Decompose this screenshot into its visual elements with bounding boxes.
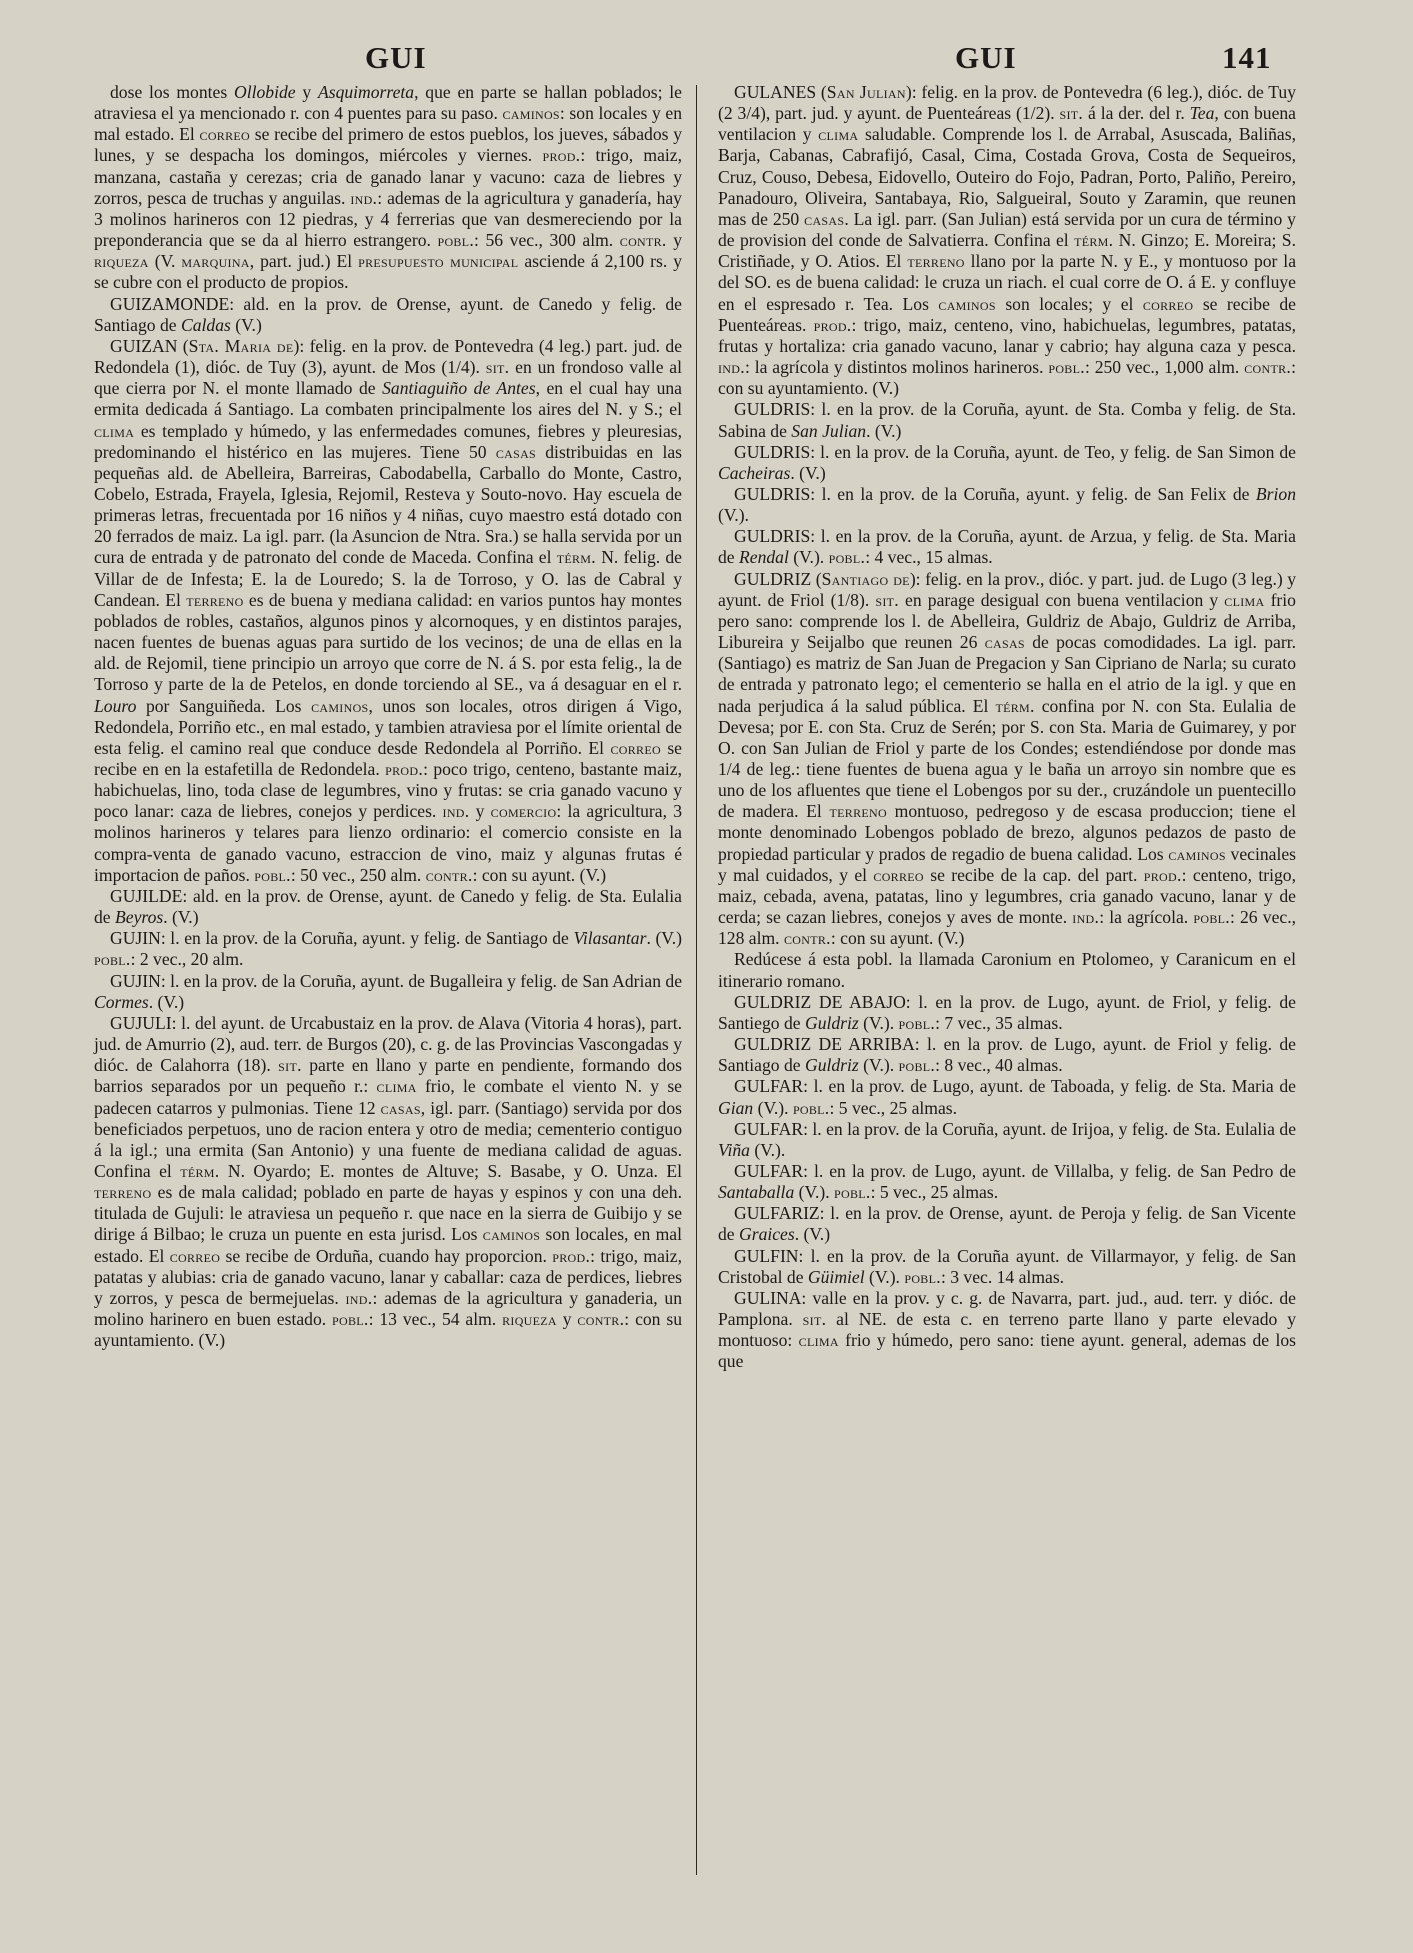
left-column [94,82,682,1351]
entry-guldris2: GULDRIS: l. en la prov. de la Coruña, ayunt. de Teo, y felig. de San Simon de Cacheiras. (V.) [718,441,1296,483]
running-head-center: GUI [955,40,1017,75]
entry-guldriz_abajo: GULDRIZ DE ABAJO: l. en la prov. de Lugo, ayunt. de Friol, y felig. de Santiego de Guldriz (V.). pobl.: 7 vec., 35 almas. [718,991,1296,1033]
entry-reducese: Redúcese á esta pobl. la llamada Caronium en Ptolomeo, y Caranicum en el itinerario romano. [718,949,1296,991]
entry-gulanes: GULANES (San Julian): felig. en la prov. de Pontevedra (6 leg.), dióc. de Tuy (2 3/4), part. jud. y ayunt. de Puenteáreas (1/2). sit. á la der. del r. Tea, con buena ventilacion y clima saludable. Comprende los l. de Arrabal, Asuscada, Baliñas, Barja, Cabanas, Cabrafijó, Casal, Cima, Costada Grova, Costa de Sequeiros, Cruz, Couso, Debesa, Eidovello, Outeiro do Fojo, Padran, Porto, Paliño, Pereiro, Panadouro, Oliveira, Santabaya, Rio, Salgueiral, Souto y Zaramin, que reunen mas de 250 casas. La igl. parr. (San Julian) está servida por un cura de término y de provision del conde de Salvatierra. Confina el térm. N. Ginzo; E. Moreira; S. Cristiñade, y O. Atios. El terreno llano por la parte N. y E., y montuoso por la del SO. es de buena calidad: le cruza un riach. el cual corre de O. á E. y confluye en el espresado r. Tea. Los caminos son locales; y el correo se recibe de Puenteáreas. prod.: trigo, maiz, centeno, vino, habichuelas, legumbres, patatas, frutas y hortaliza: cria ganado vacuno, lanar y cabrio; hay alguna caza y pesca. ind.: la agrícola y distintos molinos harineros. pobl.: 250 vec., 1,000 alm. contr.: con su ayuntamiento. (V.) [718,82,1297,399]
entry-gulfar1: GULFAR: l. en la prov. de Lugo, ayunt. de Taboada, y felig. de Sta. Maria de Gian (V.). pobl.: 5 vec., 25 almas. [718,1076,1296,1118]
entry-gulfar3: GULFAR: l. en la prov. de Lugo, ayunt. de Villalba, y felig. de San Pedro de Santaballa (V.). pobl.: 5 vec., 25 almas. [718,1160,1296,1203]
running-head-left: GUI [365,40,427,75]
right-column [718,82,1296,1373]
column-divider [696,85,697,1875]
entry-gulina: GULINA: valle en la prov. y c. g. de Navarra, part. jud., aud. terr. y dióc. de Pamplona. sit. al NE. de esta c. en terreno parte llano y parte elevado y montuoso: clima frio y húmedo, pero sano: tiene ayunt. general, ademas de los que [718,1287,1296,1372]
entry-gulfar2: GULFAR: l. en la prov. de la Coruña, ayunt. de Irijoa, y felig. de Sta. Eulalia de Viña (V.). [718,1118,1296,1160]
entry-guldris4: GULDRIS: l. en la prov. de la Coruña, ayunt. de Arzua, y felig. de Sta. Maria de Rendal (V.). pobl.: 4 vec., 15 almas. [718,526,1296,568]
entry-guldris1: GULDRIS: l. en la prov. de la Coruña, ayunt. de Sta. Comba y felig. de Sta. Sabina de San Julian. (V.) [718,399,1296,441]
entry-guizan: GUIZAN (Sta. Maria de): felig. en la prov. de Pontevedra (4 leg.) part. jud. de Redondela (1), dióc. de Tuy (3), ayunt. de Mos (1/4). sit. en un frondoso valle al que cierra por N. el monte llamado de Santiaguiño de Antes, en el cual hay una ermita dedicada á Santiago. La combaten principalmente los aires del N. y S.; el clima es templado y húmedo, y las enfermedades comunes, fiebres y pleuresias, predominando el histérico en las mujeres. Tiene 50 casas distribuidas en las pequeñas ald. de Abelleira, Barreiras, Cabodabella, Carballo do Monte, Castro, Cobelo, Estrada, Frayela, Iglesia, Rejomil, Resteva y Souto-novo. Hay escuela de primeras letras, frecuentada por 16 niños y 4 niñas, cuyo maestro está dotado con 20 ferrados de maiz. La igl. parr. (la Asuncion de Ntra. Sra.) se halla servida por un cura de entrada y de patronato del conde de Maceda. Confina el térm. N. felig. de Villar de de Infesta; E. la de Louredo; S. la de Torroso, y O. las de Cabral y Candean. El terreno es de buena y mediana calidad: en varios puntos hay montes poblados de robles, castaños, algunos pinos y alcornoques, y en distintos parajes, nacen fuentes de buenas aguas para surtido de los vecinos; de una de ellas en la ald. de Rejomil, tiene principio un arroyo que corre de N. á S. por esta felig., la de Torroso y parte de la de Petelos, en donde torciendo al SE., va á desaguar en el r. Louro por Sanguiñeda. Los caminos, unos son locales, otros dirigen á Vigo, Redondela, Porriño etc., en mal estado, y tambien atraviesa por el límite oriental de esta felig. el camino real que conduce desde Redondela al Porriño. El correo se recibe en en la estafetilla de Redondela. prod.: poco trigo, centeno, bastante maiz, habichuelas, lino, toda clase de legumbres, vino y frutas: se cria ganado vacuno y poco lanar: caza de liebres, conejos y perdices. ind. y comercio: la agricultura, 3 molinos harineros y telares para lienzo ordinario: el comercio consiste en la compra-venta de ganado vacuno, estraccion de vino, maiz y algunas frutas é importacion de paños. pobl.: 50 vec., 250 alm. contr.: con su ayunt. (V.) [94,335,683,885]
entry-gulfariz: GULFARIZ: l. en la prov. de Orense, ayunt. de Peroja y felig. de San Vicente de Graices. (V.) [718,1203,1296,1245]
page-number: 141 [1222,40,1272,75]
entry-guldriz: GULDRIZ (Santiago de): felig. en la prov., dióc. y part. jud. de Lugo (3 leg.) y ayunt. de Friol (1/8). sit. en parage desigual con buena ventilacion y clima frio pero sano: comprende los l. de Abelleira, Guldriz de Abajo, Guldriz de Arriba, Libureira y Seijalbo que reunen 26 casas de pocas comodidades. La igl. parr. (Santiago) es matriz de San Juan de Pregacion y San Cipriano de Narla; su curato de entrada y patronato lego; el cementerio se halla en el atrio de la igl. y que en nada perjudica á la salud pública. El térm. confina por N. con Sta. Eulalia de Devesa; por E. con Sta. Cruz de Serén; por S. con Sta. Maria de Guimarey, y por O. con San Julian de Friol y parte de los Condes; estendiéndose por donde mas 1/4 de leg.: tiene fuentes de buena agua y le baña un arroyo sin nombre que es uno de los afluentes que tiene el Lobengos por su der., cruzándole un puentecillo de madera. El terreno montuoso, pedregoso y de escasa produccion; tiene el monte denominado Lobengos poblado de brezo, algunos pedazos de pasto de propiedad particular y prados de regadio de buena calidad. Los caminos vecinales y mal cuidados, y el correo se recibe de la cap. del part. prod.: centeno, trigo, maiz, cebada, avena, patatas, lino y legumbres, cria ganado vacuno, lanar y de cerda; se cazan liebres, conejos y aves de monte. ind.: la agrícola. pobl.: 26 vec., 128 alm. contr.: con su ayunt. (V.) [718,568,1297,949]
entry-gujin1: GUJIN: l. en la prov. de la Coruña, ayunt. y felig. de Santiago de Vilasantar. (V.) pobl.: 2 vec., 20 alm. [94,928,682,970]
entry-gujilde: GUJILDE: ald. en la prov. de Orense, ayunt. de Canedo y felig. de Sta. Eulalia de Beyros. (V.) [94,885,682,928]
entry-gujuli: GUJULI: l. del ayunt. de Urcabustaiz en la prov. de Alava (Vitoria 4 horas), part. jud. de Amurrio (2), aud. terr. de Burgos (20), c. g. de las Provincias Vascongadas y dióc. de Calahorra (18). sit. parte en llano y parte en pendiente, formando dos barrios separados por un pequeño r.: clima frio, le combate el viento N. y se padecen catarros y pulmonias. Tiene 12 casas, igl. parr. (Santiago) servida por dos beneficiados perpetuos, uno de racion entera y otro de media; cementerio contiguo á la igl.; una ermita (San Antonio) y una fuente de mediana calidad de aguas. Confina el térm. N. Oyardo; E. montes de Altuve; S. Basabe, y O. Unza. El terreno es de mala calidad; poblado en parte de hayas y espinos y con una deh. titulada de Gujuli: le atraviesa un pequeño r. que nace en la sierra de Guibijo y se dirige á Bilbao; le cruza un puente en esta jurisd. Los caminos son locales, en mal estado. El correo se recibe de Orduña, cuando hay proporcion. prod.: trigo, maiz, patatas y alubias: cria de ganado vacuno, lanar y caballar: caza de perdices, liebres y zorros, y pesca de bermejuelas. ind.: ademas de la agricultura y ganaderia, un molino harinero en buen estado. pobl.: 13 vec., 54 alm. riqueza y contr.: con su ayuntamiento. (V.) [94,1012,682,1351]
entry-gulfin: GULFIN: l. en la prov. de la Coruña ayunt. de Villarmayor, y felig. de San Cristobal de Güimiel (V.). pobl.: 3 vec. 14 almas. [718,1245,1296,1287]
entry-cont: dose los montes Ollobide y Asquimorreta, que en parte se hallan poblados; le atraviesa el ya mencionado r. con 4 puentes para su paso. caminos: son locales y en mal estado. El correo se recibe del primero de estos pueblos, los jueves, sábados y lunes, y se despacha los domingos, miércoles y viernes. prod.: trigo, maiz, manzana, castaña y cerezas; cria de ganado lanar y vacuno: caza de liebres y zorros, pesca de truchas y anguilas. ind.: ademas de la agricultura y ganadería, hay 3 molinos harineros con 12 piedras, y 4 ferrerias que van desmereciendo por la preponderancia que se da al hierro estrangero. pobl.: 56 vec., 300 alm. contr. y riqueza (V. marquina, part. jud.) El presupuesto municipal asciende á 2,100 rs. y se cubre con el producto de propios. [94,82,683,293]
entry-guldris3: GULDRIS: l. en la prov. de la Coruña, ayunt. y felig. de San Felix de Brion (V.). [718,483,1296,526]
entry-guizamonde: GUIZAMONDE: ald. en la prov. de Orense, ayunt. de Canedo y felig. de Santiago de Caldas (V.) [94,293,682,335]
entry-guldriz_arriba: GULDRIZ DE ARRIBA: l. en la prov. de Lugo, ayunt. de Friol y felig. de Santiago de Guldriz (V.). pobl.: 8 vec., 40 almas. [718,1034,1296,1076]
entry-gujin2: GUJIN: l. en la prov. de la Coruña, ayunt. de Bugalleira y felig. de San Adrian de Cormes. (V.) [94,970,682,1012]
